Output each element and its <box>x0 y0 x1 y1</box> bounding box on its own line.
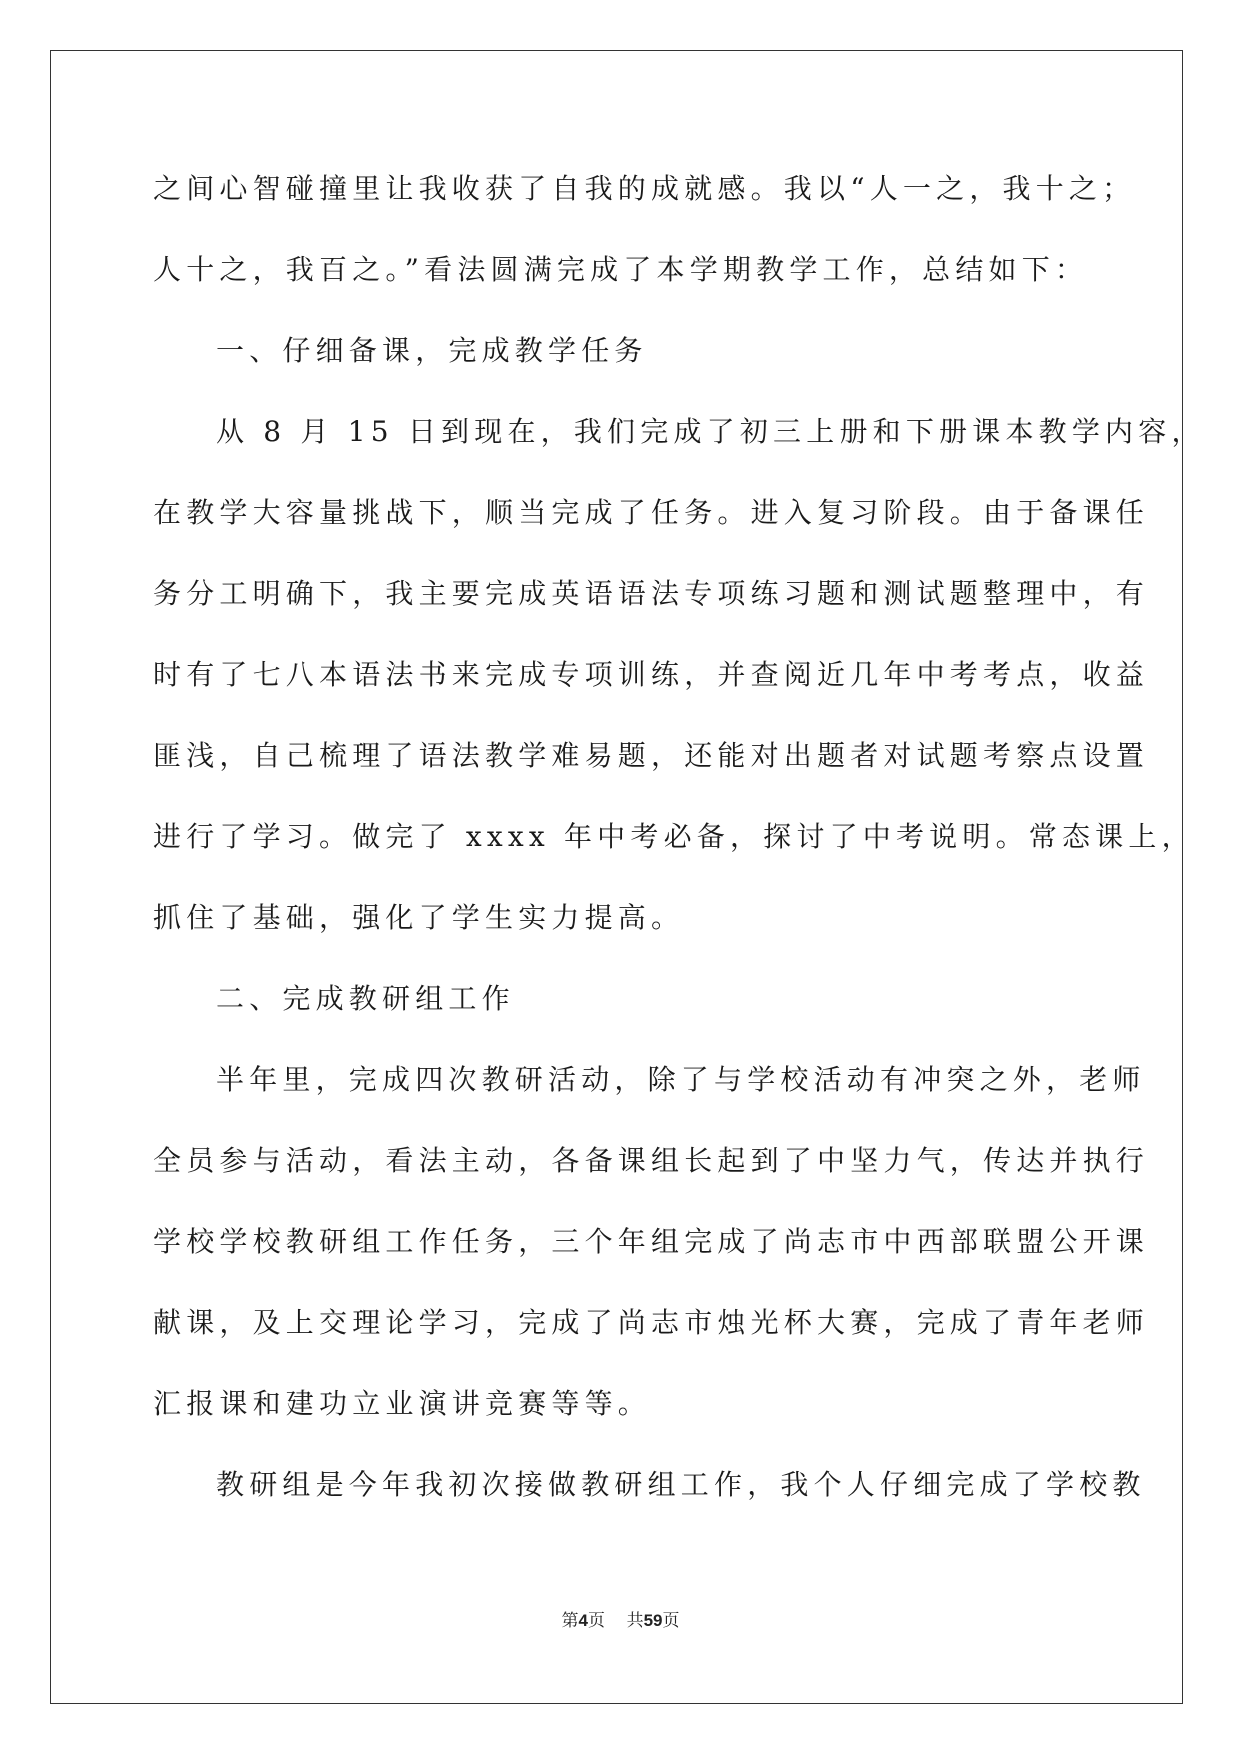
text-line: 人十之，我百之。”看法圆满完成了本学期教学工作，总结如下： <box>153 253 1089 286</box>
total-prefix: 共 <box>626 1611 644 1631</box>
text-line: 教研组是今年我初次接做教研组工作，我个人仔细完成了学校教 <box>216 1468 1146 1501</box>
section-heading: 二、完成教研组工作 <box>216 982 515 1015</box>
section-heading: 一、仔细备课，完成教学任务 <box>216 334 648 367</box>
total-suffix: 页 <box>662 1611 680 1631</box>
text-line: 半年里，完成四次教研活动，除了与学校活动有冲突之外，老师 <box>216 1063 1146 1096</box>
text-line: 在教学大容量挑战下，顺当完成了任务。进入复习阶段。由于备课任 <box>153 496 1150 529</box>
page-footer <box>0 1606 1241 1631</box>
text-line: 献课，及上交理论学习，完成了尚志市烛光杯大赛，完成了青年老师 <box>153 1306 1150 1339</box>
text-line: 从 8 月 15 日到现在，我们完成了初三上册和下册课本教学内容， <box>216 415 1205 448</box>
text-line: 学校学校教研组工作任务，三个年组完成了尚志市中西部联盟公开课 <box>153 1225 1150 1258</box>
text-line: 汇报课和建功立业演讲竞赛等等。 <box>153 1387 652 1420</box>
text-line: 时有了七八本语法书来完成专项训练，并查阅近几年中考考点，收益 <box>153 658 1150 691</box>
page-number: 4 <box>578 1611 588 1630</box>
page-suffix: 页 <box>587 1611 605 1631</box>
text-line: 之间心智碰撞里让我收获了自我的成就感。我以“人一之，我十之； <box>153 172 1136 205</box>
total-pages: 59 <box>643 1611 663 1630</box>
document-body <box>153 160 1205 1537</box>
text-line: 进行了学习。做完了 xxxx 年中考必备，探讨了中考说明。常态课上， <box>153 820 1195 853</box>
text-line: 匪浅，自己梳理了语法教学难易题，还能对出题者对试题考察点设置 <box>153 739 1150 772</box>
text-line: 全员参与活动，看法主动，各备课组长起到了中坚力气，传达并执行 <box>153 1144 1150 1177</box>
text-line: 抓住了基础，强化了学生实力提高。 <box>153 901 685 934</box>
page-prefix: 第 <box>561 1611 579 1631</box>
text-line: 务分工明确下，我主要完成英语语法专项练习题和测试题整理中，有 <box>153 577 1150 610</box>
